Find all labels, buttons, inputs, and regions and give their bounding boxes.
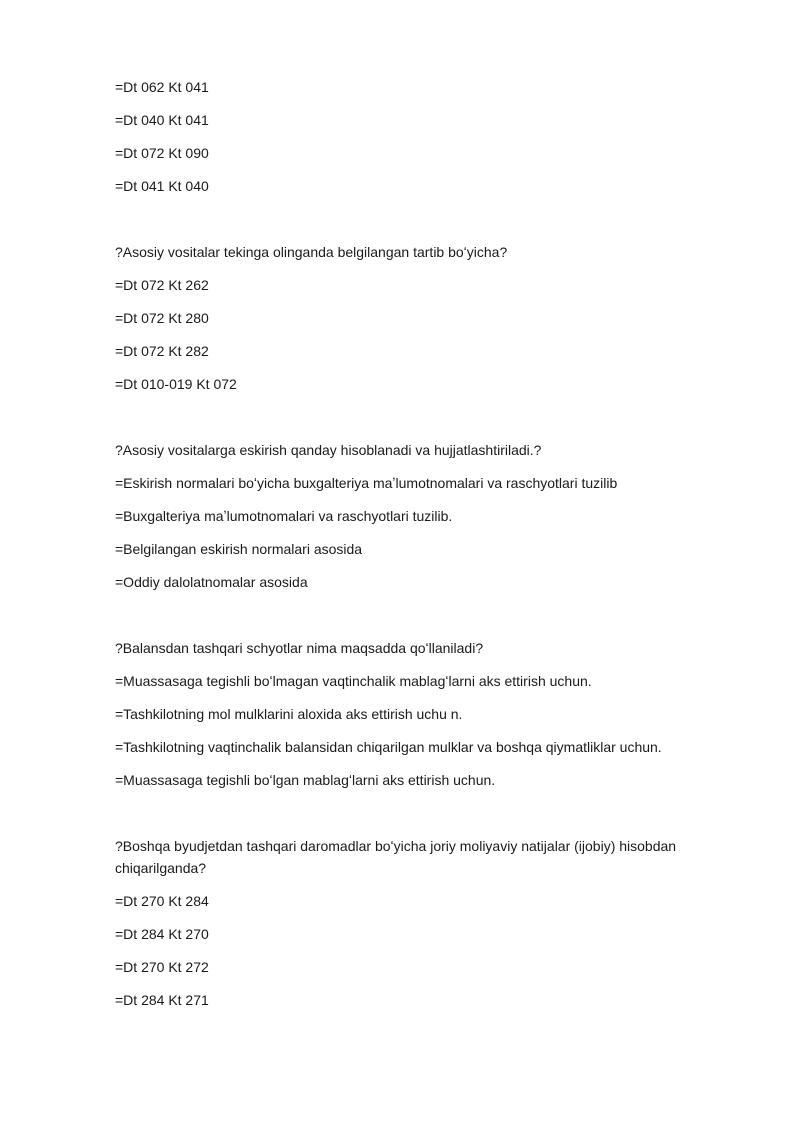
document-content: [115, 76, 735, 1022]
answer-line: =Eskirish normalari boʻyicha buxgalteriya maʼlumotnomalari va raschyotlari tuzilib: [115, 475, 618, 491]
answer-line: =Buxgalteriya maʼlumotnomalari va raschyotlari tuzilib.: [115, 508, 453, 524]
answer-line: =Dt 072 Kt 090: [115, 145, 209, 161]
answer-line: =Belgilangan eskirish normalari asosida: [115, 541, 363, 557]
block-spacer: [115, 208, 735, 241]
answer-line: =Tashkilotning vaqtinchalik balansidan chiqarilgan mulklar va boshqa qiymatliklar uchun.: [115, 739, 662, 755]
answer-line: =Dt 072 Kt 280: [115, 310, 209, 326]
answer-line: =Dt 072 Kt 282: [115, 343, 209, 359]
answer-line: =Dt 284 Kt 271: [115, 992, 209, 1008]
answer-line: =Dt 062 Kt 041: [115, 79, 209, 95]
answer-line: =Dt 010-019 Kt 072: [115, 376, 237, 392]
block-spacer: [115, 406, 735, 439]
answer-line: =Dt 072 Kt 262: [115, 277, 209, 293]
answer-line: =Dt 040 Kt 041: [115, 112, 209, 128]
block-spacer: [115, 802, 735, 835]
question-text: ?Asosiy vositalarga eskirish qanday hisoblanadi va hujjatlashtiriladi.?: [115, 442, 542, 458]
answer-line: =Muassasaga tegishli boʻlmagan vaqtinchalik mablagʻlarni aks ettirish uchun.: [115, 673, 592, 689]
block-spacer: [115, 604, 735, 637]
question-text: ?Asosiy vositalar tekinga olinganda belgilangan tartib boʻyicha?: [115, 244, 508, 260]
answer-line: =Dt 270 Kt 272: [115, 959, 209, 975]
answer-line: =Muassasaga tegishli boʻlgan mablagʻlarni aks ettirish uchun.: [115, 772, 496, 788]
answer-line: =Oddiy dalolatnomalar asosida: [115, 574, 308, 590]
answer-line: =Dt 270 Kt 284: [115, 893, 209, 909]
question-text: ?Boshqa byudjetdan tashqari daromadlar boʻyicha joriy moliyaviy natijalar (ijobiy) hisobdan chiqarilganda?: [115, 838, 677, 876]
answer-line: =Dt 041 Kt 040: [115, 178, 209, 194]
answer-line: =Dt 284 Kt 270: [115, 926, 209, 942]
answer-line: =Tashkilotning mol mulklarini aloxida aks ettirish uchu n.: [115, 706, 463, 722]
question-text: ?Balansdan tashqari schyotlar nima maqsadda qoʻllaniladi?: [115, 640, 484, 656]
